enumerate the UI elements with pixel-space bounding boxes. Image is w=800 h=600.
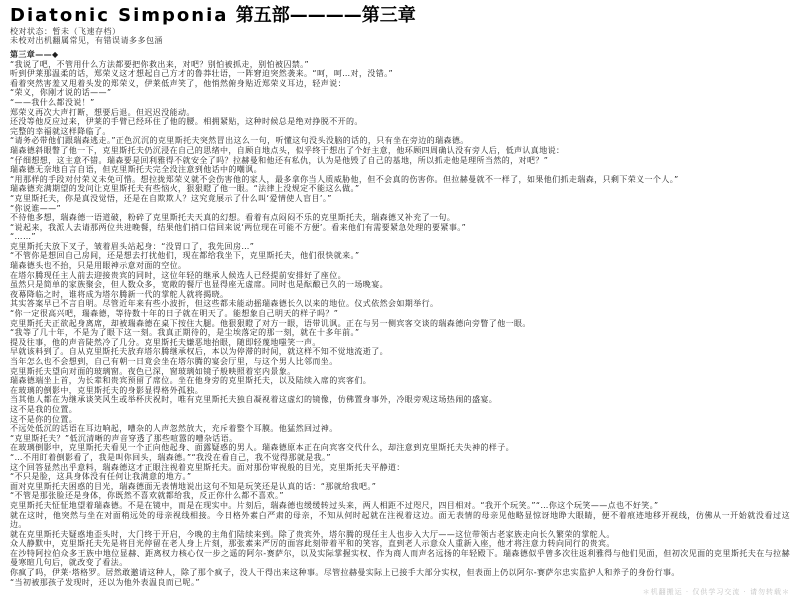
- text-line: 夜幕降临之时，谁将成为塔尔腾新一代的掌舵人就将揭晓。: [10, 289, 229, 299]
- text-line: 在塔尔腾现任主人前去迎接贵宾的同时，这位年轻的继承人候选人已经提前安排好了座位。: [10, 270, 346, 280]
- text-line: 在沙特阿拉伯众多王族中地位显赫、距离权力核心仅一步之遥的阿尔-赛萨尔，以及实际掌握实权、作为商人而声名远扬的年轻殿下。瑞森德似乎曾多次往返利雅得与他们见面，但初次见面的克里斯托夫在与拉赫曼寒暄几句后，就改变了看法。: [10, 548, 790, 568]
- text-line: “…不用盯着倒影看了，我是叫你回头，瑞森德。”“我没在看自己，我不觉得那就是我。”: [10, 452, 331, 462]
- text-line: “用那样的手段对付荣义未免可惜。想拉拢郑荣义就不会伤害他的家人，最多拿你当人质威胁他，但不会真的伤害你。但拉赫曼就不一样了，如果他们抓走瑞森，只剩下荣义一个人。”: [10, 174, 679, 184]
- proofread-status-line: 校对状态：暂未（飞速存档）: [10, 27, 121, 36]
- text-line: 早就该料到了。自从克里斯托夫放弃塔尔腾继承权后，本以为停滞的时间，就这样不知不觉地流逝了。: [10, 347, 388, 357]
- text-line: 就在克里斯托夫疑惑地歪头时，大门终于开启，今晚的主角们陆续来到。除了贵宾外，塔尔腾的现任主人也步入大厅——这位带领古老家族走向长久繁荣的掌舵人。: [10, 529, 615, 539]
- title-english: Diatonic Simponia: [10, 5, 229, 26]
- text-line: “我说了吧，不管用什么方法都要把你救出来，对吧？别怕被抓走，别怕被囚禁。”: [10, 59, 310, 69]
- text-line: 瑞森德斜眼瞥了他一下，克里斯托夫仍沉浸在自己的思绪中，自顾自地点头，似乎终于想出了个好主意，他环顾四周确认没有旁人后，低声认真地说：: [10, 145, 565, 155]
- text-line: 你疯了吗，伊莱·塔格罗。居然敢邀请这种人，除了那个疯子，没人干得出来这种事。尽管拉赫曼实际上已接手大部分实权，但表面上仍以阿尔-赛萨尔忠实监护人和养子的身份行事。: [10, 568, 680, 578]
- proofread-note-line: 未校对出机翻属常见，有错误请多多包涵: [10, 36, 163, 45]
- text-line: “仔细想想，这主意不错。瑞森要是回利雅得不就安全了吗？拉赫曼和他还有私仇，认为是他毁了自己的基地，所以抓走他是理所当然的，对吧？”: [10, 155, 549, 165]
- page-title: [10, 6, 790, 26]
- text-line: 在玻璃的倒影中，克里斯托夫的身影显得格外孤独。: [10, 385, 204, 395]
- text-line: “说起来，我派人去请那两位共进晚餐，结果他们捎口信回来说‘两位现在可能不方便’。看来他们有需要紧急处理的要紧事。”: [10, 222, 467, 232]
- text-line: 这不是你的位置。: [10, 414, 78, 424]
- text-line: 当其他人都在为继承谈笑风生或举杯庆祝时，唯有克里斯托夫独自凝视着这虚幻的镜像，仿佛置身事外，冷眼旁观这场热闹的盛宴。: [10, 395, 498, 405]
- text-line: “——我什么都没说！”: [10, 97, 95, 107]
- text-line: “你说谁——”: [10, 203, 62, 213]
- text-line: 郑荣义再次大声打断，想要后退。但迟迟没能动。: [10, 107, 195, 117]
- text-line: 还没等他反应过来，伊莱的手臂已经环住了他的腰。相拥紧贴，这种时候总是绝对挣脱不开的。: [10, 117, 363, 127]
- text-line: “克里斯托夫，你是真没觉悟，还是在自欺欺人？这究竟展示了什么叫‘爱情使人盲目’。”: [10, 193, 332, 203]
- title-chinese: 第五部————第三章: [235, 5, 416, 26]
- text-line: 这不是我的位置。: [10, 404, 78, 414]
- text-line: 听到伊莱那温柔的话，郑荣义这才想起自己方才的鲁莽壮语，一阵窘迫突然袭来。“呵，呵…对，没错。”: [10, 69, 394, 79]
- text-line: “克里斯托夫？”低沉清晰的声音穿透了那些喧嚣的嘈杂话语。: [10, 433, 238, 443]
- text-line: “请务必带他们跟瑞森逃走。”正色沉沉的克里斯托夫突然冒出这么一句，听懂这句没头没脑的话的，只有坐在旁边的瑞森德。: [10, 136, 469, 146]
- text-line: 克里斯托夫放下叉子，皱着眉头站起身：“没胃口了，我先回房…”: [10, 241, 255, 251]
- text-line: 面对克里斯托夫困惑的目光，瑞森德面无表情地说出这句不知是玩笑还是认真的话：“那就给我吧。”: [10, 481, 377, 491]
- text-line: 克里斯托夫望向对面的玻璃窗。夜色已深，窗玻璃如镜子般映照着室内景象。: [10, 366, 296, 376]
- text-line: “当初被那孩子发现时，还以为他外表温良而已呢。”: [10, 577, 200, 587]
- text-line: 众人静默中，克里斯托夫先是将目光停留在老人身上片刻，那张素来严厉的面容此刻带着平和的笑容，直到老人示意众人重新入座，他才将注意力转向同行的贵宾。: [10, 539, 615, 549]
- text-line: 看着突然害羞又甩着头发的郑荣义，伊莱低声笑了，他悄然俯身贴近郑荣义耳边，轻声说：: [10, 78, 346, 88]
- text-line: 当年怎么也不会想到，自己有朝一日竟会坐在塔尔腾的宴会厅里，与这个男人比邻而坐。: [10, 357, 338, 366]
- text-line: 瑞森德端坐上首，为长辈和贵宾预留了席位。坐在他身旁的克里斯托夫，以及陆续入席的宾客们。: [10, 376, 372, 386]
- text-line: “不管你是想回自己房间，还是想去打扰他们，现在都给我坐下，克里斯托夫，他们很快就来。”: [10, 251, 360, 261]
- text-line: “我等了几十年，不是为了眼下这一刻。我真正期待的，是尘埃落定的那一刻，就在十多年前。”: [10, 328, 360, 338]
- text-line: “……”: [10, 232, 36, 242]
- text-line: 完整的幸福就这样降临了。: [10, 126, 111, 136]
- text-line: “不管是那张脸还是身体，你既然不喜欢就都给我，反正你什么都不喜欢。”: [10, 491, 284, 501]
- watermark-text: ＊机翻搬运 · 仅供学习交流 · 请勿转载＊: [637, 587, 790, 597]
- text-line: “不只是脸，这具身体没有任何让我满意的地方。”: [10, 472, 192, 482]
- text-line: “你一定很高兴吧，瑞森德，等待数十年的日子就在明天了。能想象自己明天的样子吗？”: [10, 309, 339, 319]
- text-line: 瑞森德头也不抬，只是用眼神示意对面的空位。: [10, 261, 187, 271]
- text-line: 瑞森德充满期望的发问让克里斯托夫有些恼火，狠狠瞪了他一眼。“法律上没规定不能这么做。”: [10, 184, 360, 194]
- text-line: 提及往事，他的声音陡然冷了几分。克里斯托夫嫌恶地抬眼，随即轻蔑地嗤笑一声。: [10, 337, 321, 347]
- body-text: [10, 50, 790, 587]
- text-line: 不远处低沉的话语在耳边响起，嘈杂的人声忽然放大，充斥着整个耳膜。他猛然回过神。: [10, 424, 338, 434]
- text-line: 瑞森德无奈地自言自语，但克里斯托夫完全没注意到他话中的嘲讽。: [10, 165, 262, 175]
- text-line: 克里斯托夫怔怔地望着瑞森德。不是在镜中，而是在现实中。片刻后，瑞森德也缓缓转过头来，两人相距不过咫尺，四目相对。“我开个玩笑。”“…你这个玩笑——点也不好笑。”: [10, 500, 659, 510]
- text-line: 不待他多想，瑞森德一语道破，粉碎了克里斯托夫天真的幻想。看着有点闷闷不乐的克里斯托夫，瑞森德又补充了一句。: [10, 213, 456, 223]
- text-line: 第三章——◆: [10, 50, 59, 59]
- text-line: 其实答案早已不言自明。尽管近年来有些小波折，但这些都未能动摇瑞森德长久以来的地位。仪式依然会如期举行。: [10, 299, 439, 309]
- text-line: 虽然只是简单的家族聚会，但人数众多，宽敞的餐厅也显得座无虚席。同时也是酝酿已久的一场晚宴。: [10, 280, 388, 290]
- text-line: “荣义，你刚才说的话——”: [10, 88, 112, 98]
- text-line: 就在这时，他突然与坐在对面稍远处的母亲视线相接。今日格外素白严肃的母亲，不知从何时起就在注视着这边。面无表情的母亲见他略显惊讶地睁大眼睛，便不着痕迹地移开视线，仿佛从一开始就没看过这边。: [10, 510, 790, 530]
- text-line: 这个回答显然出乎意料，瑞森德这才正眼注视着克里斯托夫。面对那份审视般的目光，克里斯托夫平静道：: [10, 462, 405, 472]
- text-line: 在玻璃倒影中，克里斯托夫看见一个正向他起身、面露疑惑的男人。瑞森德原本正在向宾客交代什么，却注意到克里斯托夫失神的样子。: [10, 443, 514, 453]
- text-line: 克里斯托夫正欲起身离席，却被瑞森德在桌下按住大腿。他狠狠瞪了对方一眼，语带讥讽。正在与另一侧宾客交谈的瑞森德向旁瞥了他一眼。: [10, 318, 531, 328]
